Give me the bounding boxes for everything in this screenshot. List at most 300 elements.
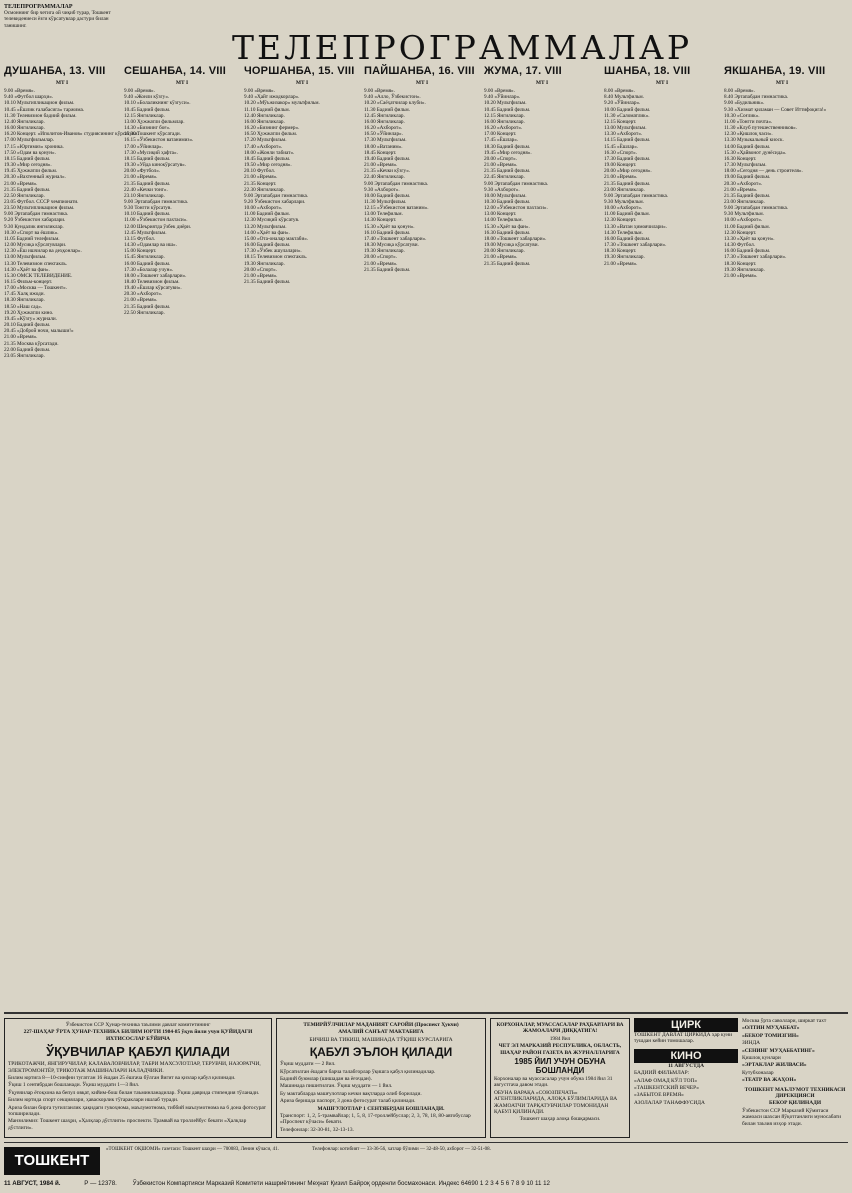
schedule-column — [4, 62, 139, 1006]
ad-school: 227-ШАҲАР ЎРТА ҲУНАР-ТЕХНИКА БИЛИМ ЮРТИ 1984-85 ўқув йили учун ҚУЙИДАГИ ИХТИСОСЛАР БЎЙИЧА — [23, 1029, 253, 1042]
kino-line: «ТАШКЕНТСКИЙ ВЕЧЕР» — [634, 1085, 699, 1092]
obituary: Ўзбекистон ССР Марказий Қўмитаси жамоаси шахсан йўқотганлиги муносабати билан таъзия изҳор этади. — [742, 1107, 842, 1127]
program-entry: 12.45 Мультфильм. — [124, 229, 167, 236]
circus-title: ЦИРК — [634, 1018, 738, 1032]
program-entry: 19.40 Бадиий фильм. — [364, 155, 411, 162]
program-entry: 8.00 «Время». — [724, 88, 755, 95]
program-entry: 18.50 «Наш сад». — [4, 303, 43, 310]
program-entry: 9.00 Эртапабдан гимнастика. — [244, 192, 309, 199]
program-entry: 10.00 «Ахборот». — [724, 217, 763, 224]
program-entry: 18.00 «Жонли табиат». — [244, 149, 295, 156]
program-entry: 10.45 «Ёшлик ғалабасига» таржима. — [4, 106, 85, 113]
ad-body-line: Ўқиш муддати — 2 йил. — [280, 1061, 336, 1068]
program-entry: 10.10 Мультипликацион фильм. — [4, 100, 75, 107]
program-entry: 11.00 Бадиий фильм. — [244, 211, 290, 218]
program-entry: 19.45 «Мир сегодня». — [484, 149, 532, 156]
program-entry: 15.00 Концерт. — [124, 248, 157, 255]
program-entry: 17.30 Мультфильм. — [724, 162, 767, 169]
issue-date: 11 АВГУСТ, 1984 й. — [4, 1180, 61, 1187]
footer-phones — [312, 1147, 848, 1153]
program-entry: 22.50 Янгиликлар. — [4, 192, 45, 199]
program-entry: 20.30 «Ахборот». — [724, 180, 763, 187]
ad-body-line: Бу мактабларда машғулотлар кечки вақтларда олиб борилади. — [280, 1090, 422, 1097]
program-entry: 9.00 «Время». — [484, 88, 515, 95]
program-entry: 21.00 «Время». — [484, 162, 518, 169]
program-entry: 20.00 «Спорт». — [484, 155, 518, 162]
page-title: ТЕЛЕПРОГРАММАЛАР — [232, 28, 693, 67]
schedule-column — [244, 62, 360, 1006]
program-entry: 11.00 «Ўзбекистон пахтаси». — [124, 217, 188, 224]
program-entry: 16.00 Янгиликлар. — [244, 118, 285, 125]
program-entry: 19.20 Ҳужжатли кино. — [4, 309, 54, 316]
ad-body-line: Бадиий буюмлар (шишадан ва ёғочдан). — [280, 1076, 372, 1083]
program-entry: 13.00 Телефильм. — [364, 211, 403, 218]
program-entry: 10.00 «Ахборот». — [604, 205, 643, 212]
program-entry: 9.00 Эртапабдан гимнастика. — [484, 180, 549, 187]
program-entry: 12.30 Мусиқий кўрсатув. — [244, 217, 300, 224]
program-entry: 9.30 «Ахборот». — [484, 186, 520, 193]
program-entry: 10.30 Бадиий фильм. — [484, 198, 531, 205]
program-entry: 17.30 «Тошкент хабарлари». — [604, 242, 667, 249]
program-entry: 13.00 Ҳужжатли фильмлар. — [124, 118, 185, 125]
ad-body-line: Билим юртида спорт секциялари, ҳаваскорлик тўгараклари ишлаб туради. — [8, 1097, 179, 1104]
program-entry: 13.30 «Ватан ҳимоячилари». — [604, 223, 667, 230]
program-entry: 8.40 Эртапабдан гимнастика. — [724, 94, 789, 101]
program-entry: 21.35 Бадиий фильм. — [244, 279, 291, 285]
program-entry: 21.00 «Время». — [4, 180, 38, 187]
program-entry: 17.00 «Ўйинлар». — [124, 143, 163, 150]
program-entry: 16.10 Бадиий фильм. — [364, 229, 411, 236]
program-entry: 23.50 Мультипликацион фильм. — [4, 205, 75, 212]
ad-sub: БИЧИШ ВА ТИКИШ, МАШИНАДА ТЎҚИШ КУРСЛАРИГА — [309, 1036, 453, 1043]
program-entry: 9.20 «Ўйинлар». — [604, 100, 641, 107]
program-entry: 21.35 Бадиий фильм. — [364, 266, 411, 273]
program-entry: 17.45 «Ёшлар». — [484, 137, 519, 144]
program-entry: 12.15 Концерт. — [604, 118, 637, 125]
ad-school: АМАЛИЙ САНЪАТ МАКТАБИГА — [338, 1029, 424, 1036]
program-entry: 21.00 «Время». — [4, 334, 38, 341]
program-entry: 16.00 Янгиликлар. — [484, 118, 525, 125]
issue-code: Р — 12378. — [84, 1180, 117, 1187]
program-entry: 16.00 Янгиликлар. — [4, 125, 45, 132]
program-entry: 22.50 Янгиликлар. — [124, 309, 165, 316]
circus-body: ТОШКЕНТ ДАВЛАТ ЦИРКИДА ҳар куни тушдан кейин томошалар. — [634, 1032, 732, 1045]
ad-headline: ҚАБУЛ ЭЪЛОН ҚИЛАДИ — [309, 1045, 453, 1060]
program-entry: 12.15 «Ўзбекистон ватаним». — [364, 205, 429, 212]
listing-line: Кутубхоналар — [742, 1069, 774, 1076]
program-entry: 14.30 Футбол. — [724, 242, 755, 249]
program-entry: 16.00 Бадиий фильм. — [724, 248, 771, 255]
program-entry: 15.45 «Ёшлар». — [604, 143, 639, 150]
program-entry: 15.30 «Ҳаёт ва қонун». — [364, 223, 415, 230]
program-entry: 17.40 «Тошкент хабарлари». — [364, 235, 427, 242]
ad-org: Ўзбекистон ССР Ҳунар-техника таълими давлат комитетининг — [65, 1022, 211, 1028]
program-entry: 10.30 «Соғлик». — [724, 112, 760, 119]
program-entry: 16.15 «Ўзбекистон ватанимиз». — [124, 137, 194, 144]
program-entry: 21.35 Бадиий фильм. — [124, 303, 171, 310]
schedule-column — [364, 62, 480, 1006]
program-entry: 9.00 «Время». — [364, 88, 395, 95]
notice: БЕКОР ҚИЛИНАДИ — [768, 1100, 822, 1107]
cinema-listings-ad — [742, 1018, 848, 1138]
program-entry: 11.05 Бадиий телефильм. — [4, 235, 60, 242]
program-entry: 21.00 «Время». — [244, 174, 278, 181]
channel-label: МТ I — [295, 80, 309, 86]
program-entry: 20.00 Янгиликлар. — [484, 248, 525, 255]
program-entry: 21.35 Бадиий фильм. — [604, 180, 651, 187]
program-entry: 9.40 «Жонли кўзгу». — [124, 94, 170, 101]
program-entry: 21.35 Бадиий фильм. — [4, 186, 51, 193]
program-entry: 16.20 Концерт. «Иполитов-Иванов» студиясининг кўрсатуви. — [4, 131, 139, 138]
program-entry: 18.30 Концерт. — [724, 260, 757, 267]
program-entry: 10.45 Бадиий фильм. — [124, 106, 171, 113]
program-entry: 19.30 Янгиликлар. — [604, 254, 645, 261]
ad-body-line: Корхоналар ва муассасалар учун обуна 1984 йил 31 августгача давом этади. — [494, 1076, 613, 1089]
kino-line: АЗОЛАЛАР ТАНАФФУСИДА — [634, 1099, 705, 1106]
schedule-column — [484, 62, 600, 1006]
day-heading: СЕШАНБА, 14. VIII — [124, 65, 227, 77]
program-entry: 9.00 «Время». — [244, 88, 275, 95]
program-entry: 17.00 Мультфильмлар. — [4, 137, 54, 144]
program-entry: 9.20 Ўзбекистон хабарлари. — [244, 198, 306, 205]
program-entry: 17.15 «Юртимиз» хроника. — [4, 143, 64, 150]
program-entry: 14.00 Телефильм. — [484, 217, 523, 224]
program-entry: 12.40 Янгиликлар. — [244, 112, 285, 119]
program-entry: 14.00 «Ҳаёт ва фан». — [244, 229, 290, 236]
program-entry: 12.40 Янгиликлар. — [4, 118, 45, 125]
masthead-intro — [4, 4, 114, 29]
program-entry: 16.15 Фильм-концерт. — [4, 279, 53, 285]
program-entry: 16.50 Ҳужжатли фильм. — [244, 131, 298, 138]
circus-kino-ad — [634, 1018, 738, 1138]
program-entry: 20.00 «Спорт». — [364, 254, 398, 261]
channel-label: МТ I — [415, 80, 429, 86]
masthead-intro-text: Осмоннинг бир четига ой чиқиб турар, Тошкент телевидениеси ёзги кўрсатувлар дастури билан танишинг. — [4, 10, 111, 29]
program-entry: 10.45 Бадиий фильм. — [484, 106, 531, 113]
program-entry: 12.45 Янгиликлар. — [364, 112, 405, 119]
program-entry: 21.00 «Время». — [124, 297, 158, 304]
ad-body-line: 1985 ЙИЛ УЧУН ОБУНА БОШЛАНДИ — [514, 1057, 606, 1076]
program-entry: 19.00 Концерт. — [604, 162, 637, 169]
section-divider — [4, 1012, 848, 1014]
kino-line: «АЛАФ ОМАД КЎЛ ТОП» — [634, 1077, 698, 1084]
program-entry: 13.00 Мультфильм. — [604, 125, 647, 132]
program-entry: 17.30 «Тошкент хабарлари». — [724, 254, 787, 261]
program-entry: 12.30 Концерт. — [724, 229, 757, 236]
program-entry: 20.00 «Спорт». — [244, 266, 278, 273]
program-entry: 17.45 Халқ ижоди. — [4, 291, 45, 298]
program-entry: 9.00 «Будильник». — [724, 100, 765, 107]
program-entry: 9.00 Эртапабдан гимнастика. — [4, 211, 69, 218]
program-entry: 23.00 Янгиликлар. — [724, 198, 765, 205]
program-entry: 22.40 Янгиликлар. — [364, 174, 405, 181]
program-entry: 12.15 Янгиликлар. — [124, 112, 165, 119]
program-entry: 20.45 «Доброй ночи, малыши!» — [4, 328, 74, 335]
program-entry: 8.00 «Время». — [604, 88, 635, 95]
program-entry: 21.00 «Время». — [604, 260, 638, 267]
program-entry: 18.00 «Тошкент хабарлари». — [484, 235, 547, 242]
ad-body-line: Тошкент шаҳар алоқа бошқармаси. — [519, 1116, 601, 1123]
program-entry: 12.00 Шеъриятда ўзбек диёри. — [124, 223, 192, 230]
kino-title: КИНО — [634, 1049, 738, 1063]
program-entry: 15.30 «Ҳайвонот дунёсида». — [724, 149, 787, 156]
program-entry: 15.30 «Ҳаёт ва фан». — [484, 223, 530, 230]
program-entry: 21.35 Бадиий фильм. — [484, 260, 531, 267]
program-entry: 19.45 «Кўзгу» журнали. — [4, 315, 57, 322]
program-entry: 14.15 Бадиий фильм. — [604, 137, 651, 144]
program-entry: 12.00 «Ўзбекистон пахтаси». — [484, 205, 548, 212]
program-entry: 21.35 Москва кўрсатади. — [4, 340, 59, 347]
program-entry: 18.00 «Тошкент хабарлари». — [124, 272, 187, 279]
program-entry: 16.00 Бадиий фильм. — [604, 235, 651, 242]
footer-address — [106, 1147, 306, 1153]
program-entry: 17.30 «Мусиқий ҳафта». — [124, 149, 178, 156]
program-entry: 21.00 «Время». — [364, 162, 398, 169]
program-entry: 14.30 «Одамлар ва иш». — [124, 242, 177, 249]
program-entry: 10.00 «Ахборот». — [244, 205, 283, 212]
ad-body-line: Телефонлар: 32-30-81, 32-13-13. — [280, 1126, 354, 1133]
program-entry: 18.30 Янгиликлар. — [4, 297, 45, 304]
ad-year: 1984 йил — [549, 1035, 571, 1042]
program-entry: 15.30 ОМСК ТЕЛЕВИДЕНИЕ. — [4, 272, 73, 279]
ad-body-line: Билим юртига 8—10-синфни тугатган 16 ёшдан 25 ёшгача бўлган йигит ва қизлар қабул қилинади. — [8, 1075, 236, 1082]
program-entry: 9.00 Эртапабдан гимнастика. — [604, 192, 669, 199]
day-heading: ДУШАНБА, 13. VIII — [4, 65, 106, 77]
day-heading: ПАЙШАНБА, 16. VIII — [364, 65, 475, 77]
program-entry: 19.30 «Мир сегодня». — [4, 162, 52, 169]
program-entry: 9.30 Мультфильм. — [604, 198, 644, 205]
program-entry: 10.10 Бадиий фильм. — [124, 211, 171, 218]
ad-body-line: Ўқиш 1 сентябрдан бошланади. Ўқиш муддати 1—3 йил. — [8, 1082, 140, 1089]
ad-headline: ЎҚУВЧИЛАР ҚАБУЛ ҚИЛАДИ — [46, 1044, 230, 1060]
listing-line: ЗИНДА — [742, 1040, 761, 1047]
program-entry: 10.20 «Мўъжизакор» мультфильм. — [244, 100, 320, 107]
program-entry: 9.00 Эртапабдан гимнастика. — [364, 180, 429, 187]
program-entry: 16.00 Бадиий фильм. — [124, 260, 171, 267]
program-entry: 21.00 «Время». — [604, 174, 638, 181]
program-entry: 9.00 Эртапабдан гимнастика. — [724, 205, 789, 212]
program-entry: 10.20 Мультфильм. — [484, 100, 527, 107]
listing-line: «ОЛТИН МУҲАББАТ» — [742, 1025, 800, 1032]
program-entry: 12.30 «Қишлоқ часи». — [724, 131, 773, 138]
program-entry: 9.30 Кундалик янгиликлар. — [4, 223, 64, 230]
program-entry: 21.35 Бадиий фильм. — [724, 192, 771, 199]
program-entry: 10.00 Бадиий фильм. — [604, 106, 651, 113]
channel-label: МТ I — [55, 80, 69, 86]
program-entry: 17.00 Концерт. — [484, 131, 517, 138]
program-entry: 13.30 Музыкальный киоск. — [724, 137, 784, 144]
program-entry: 9.00 «Время». — [4, 88, 35, 95]
program-entry: 8.40 Мультфильм. — [604, 94, 644, 101]
program-entry: 16.30 Бадиий фильм. — [484, 229, 531, 236]
program-entry: 20.10 Футбол. — [244, 168, 275, 175]
program-entry: 13.00 Мультфильм. — [4, 254, 47, 261]
program-entry: 17.30 Бадиий фильм. — [604, 155, 651, 162]
program-entry: 18.30 Концерт. — [604, 248, 637, 255]
publisher-info: Ўзбекистон Компартияси Марказий Комитети нашриётининг Меҳнат Қизил Байроқ орденли босмахонаси. Индекс 64690 1 2 3 4 5 6 7 8 9 10 11 12 — [132, 1180, 550, 1187]
listing-line: «ЭРТАКЛАР ЖИЛВАСИ» — [742, 1062, 807, 1069]
program-entry: 9.40 «Ўйинлар». — [484, 94, 521, 101]
program-entry: 13.30 Телевизион спектакль. — [4, 260, 68, 267]
program-entry: 16.20 «Ахборот». — [364, 125, 403, 132]
ad-body-line: ОБУНА ВАРАҚА «СОЮЗПЕЧАТЬ» АГЕНТЛИКЛАРИДА, АЛОҚА БЎЛИМЛАРИДА ВА ЖАМОАТЧИ ТАРҚАТУВЧИЛАР ТОМОНИДАН ҚАБУЛ ҚИЛИНАДИ. — [494, 1089, 618, 1116]
program-entry: 20.30 «Ахборот». — [124, 291, 163, 298]
ad-body-line: Ариза беришда паспорт, 3 дона фотосурат талаб қилинади. — [280, 1098, 416, 1105]
program-entry: 22.40 «Кечки тонг». — [124, 186, 168, 193]
program-entry: 11.30 Мультфильм. — [364, 198, 407, 205]
program-entry: 10.00 Мультфильм. — [484, 192, 527, 199]
program-entry: 18.45 Концерт. — [364, 149, 397, 156]
program-entry: 17.30 «Ўзбек ашулалари». — [244, 248, 302, 255]
footer-phones-line: Телефонлар: котибият — 33-36-56, хатлар бўлими — 32-48-50, ахборот — 32-51-08. — [312, 1147, 491, 1152]
program-entry: 16.50 «Ўйинлар». — [364, 131, 403, 138]
program-entry: 15.00 «Ота-оналар мактаби». — [244, 235, 309, 242]
program-entry: 17.00 «Москва — Тошкент». — [4, 285, 68, 292]
program-entry: 18.40 Телевизион фильм. — [124, 279, 180, 285]
program-entry: 21.00 «Время». — [124, 174, 158, 181]
footer-bottom — [4, 1180, 848, 1187]
program-entry: 23.05 Футбол. СССР чемпионати. — [4, 198, 79, 205]
ad-body-line: Машинада пишитилган. Ўқиш муддати — 1 йил. — [280, 1083, 393, 1090]
program-entry: 10.10 «Болаликнинг кўзгуси». — [124, 100, 191, 107]
program-entry: 21.35 Концерт. — [244, 180, 277, 187]
program-entry: 18.30 Мусиқа кўрсатуви. — [364, 242, 419, 249]
program-entry: 9.30 Тонгги кўрсатув. — [124, 205, 172, 212]
program-entry: 11.10 Бадиий фильм. — [244, 106, 290, 113]
day-heading: ШАНБА, 18. VIII — [604, 65, 691, 77]
day-heading: ЖУМА, 17. VIII — [484, 65, 562, 77]
program-entry: 21.00 «Время». — [724, 186, 758, 193]
program-entry: 22.45 Янгиликлар. — [484, 174, 525, 181]
ad-body-line: Ўқувчилар ётоқхона ва бепул овқат, кийим-бош билан таъминланадилар. Ўқиш даврида стипендия тўланади. — [8, 1089, 260, 1096]
footer-divider — [4, 1142, 848, 1143]
program-entry: 12.30 Концерт. — [604, 217, 637, 224]
program-entry: 19.00 Бадиий фильм. — [724, 174, 771, 181]
ad-body-line: Ариза билан бирга туғилганлик ҳақидаги гувоҳнома, маълумотнома, тиббий маълумотнома ва 6 дона фотосурат топширилади. — [8, 1104, 267, 1118]
program-entry: 9.30 Мультфильм. — [724, 211, 764, 218]
program-entry: 9.20 Ўзбекистон хабарлари. — [4, 217, 66, 224]
program-entry: 12.00 Мусиқа кўрсатувлари. — [4, 242, 67, 249]
program-entry: 18.15 Бадиий фильм. — [4, 155, 51, 162]
program-entry: 16.00 Янгиликлар. — [364, 118, 405, 125]
program-entry: 20.00 «Футбол». — [124, 168, 161, 175]
notice-title: ТОШКЕНТ МАЪЛУМОТ ТЕХНИКАСИ ДИРЕКЦИЯСИ — [744, 1086, 846, 1100]
program-entry: 10.30 «Спорт ва ёшлик». — [4, 229, 59, 236]
kino-line: БАДИИЙ ФИЛЬМЛАР: — [634, 1070, 690, 1077]
program-entry: 21.35 Бадиий фильм. — [484, 168, 531, 175]
program-entry: 14.30 Телефильм. — [604, 229, 643, 236]
program-entry: 13.20 Мультфильм. — [244, 223, 287, 230]
newspaper-logo: ТОШКЕНТ — [4, 1147, 100, 1175]
program-entry: 20.30 «Вахтенный журнал». — [4, 174, 66, 181]
program-entry: 9.30 «Ахборот». — [364, 186, 400, 193]
culture-palace-ad — [276, 1018, 486, 1138]
program-entry: 10.00 Бадиий фильм. — [364, 192, 411, 199]
program-entry: 22.00 Бадиий фильм. — [4, 346, 51, 353]
subscription-ad — [490, 1018, 630, 1138]
program-entry: 13.00 Концерт. — [484, 211, 517, 218]
program-entry: 9.40 «Алло, Ўзбекистон». — [364, 94, 421, 101]
program-entry: 19.30 Янгиликлар. — [364, 248, 405, 255]
program-entry: 20.00 «Мир сегодня». — [604, 168, 652, 175]
ad-org: ТЕМИРЙЎЛЧИЛАР МАДАНИЯТ САРОЙИ (Проспект Ҳукчи) — [303, 1022, 459, 1028]
schedule-column — [124, 62, 240, 1006]
program-entry: 17.40 «Ахборот». — [244, 143, 283, 150]
program-entry: 14.30 «Бизнинг боғ». — [124, 125, 171, 132]
program-entry: 17.20 Мультфильм. — [244, 137, 287, 144]
ad-body-line: Манзилимиз: Тошкент шаҳри, «Ҳалқлар дўстлиги» проспекти. Трамвай ва троллейбус бекати «Ҳалқлар дўстлиги». — [8, 1118, 247, 1131]
program-entry: 16.20 «Ахборот». — [484, 125, 523, 132]
ad-title: КОРХОНАЛАР, МУАССАСАЛАР РАҲБАРЛАРИ ВА ЖАМОАЛАРИ ДИҚҚАТИГА! — [496, 1022, 624, 1035]
program-entry: 19.30 «Уйда кинокўрсатув». — [124, 162, 187, 169]
program-entry: 15.45 Янгиликлар. — [124, 254, 165, 261]
program-entry: 22.30 Янгиликлар. — [244, 186, 285, 193]
masthead-small-title: ТЕЛЕПРОГРАММАЛАР — [4, 4, 73, 10]
program-entry: 17.30 «Болалар учун». — [124, 266, 174, 273]
day-heading: ЯКШАНБА, 19. VIII — [724, 65, 826, 77]
program-entry: 19.30 Янгиликлар. — [724, 266, 765, 273]
program-entry: 21.00 «Время». — [724, 272, 758, 279]
program-entry: 9.00 Эртапабдан гимнастика. — [124, 198, 189, 205]
day-heading: ЧОРШАНБА, 15. VIII — [244, 65, 355, 77]
program-entry: 23.10 Янгиликлар. — [124, 192, 165, 199]
program-entry: 18.00 «Ватаним». — [364, 143, 403, 150]
program-entry: 14.30 «Ҳаёт ва фан». — [4, 266, 50, 273]
ad-body-line: ТРИКОТАЖЧИ, ЯНГИРУЧИЛАР, КАЛАВАЛОВЧИЛАР, ТАБРИ МАХСУЛОТЛАР, ТЕРУВЧИ, НАЗОРАТЧИ, ЭЛЕКТРОМОНТЁР, ТРИКОТАЖ МАШИНАЛАРИ НАЛАДЧИКИ. — [8, 1061, 261, 1074]
program-entry: 11.30 «Саломатлик». — [604, 112, 650, 119]
kino-line: «ЗАБЫТОЕ ВРЕМЯ» — [634, 1092, 684, 1099]
program-entry: 18.15 Бадиий фильм. — [124, 155, 171, 162]
program-entry: 23.00 Янгиликлар. — [604, 186, 645, 193]
program-entry: 9.40 «Футбол шарҳи». — [4, 94, 54, 101]
listing-line: «ТЕАТР ВА ЖАҲОН» — [742, 1077, 797, 1084]
school-admission-ad — [4, 1018, 272, 1138]
schedule-column — [604, 62, 720, 1006]
listing-line: Москва ўрта саволлари, ширкат тахт — [742, 1018, 827, 1024]
program-entry: 12.15 Янгиликлар. — [484, 112, 525, 119]
program-entry: 9.40 «Ҳайт ижодкорлар». — [244, 94, 300, 101]
program-entry: 12.30 «Ёш ишчилар ва деҳқонлар». — [4, 248, 82, 255]
program-entry: 14.30 Концерт. — [364, 217, 397, 224]
program-entry: 13.30 «Ахборот». — [604, 131, 643, 138]
channel-label: МТ I — [535, 80, 549, 86]
channel-label: МТ I — [775, 80, 789, 86]
ad-body-line: МАШҒУЛОТЛАР 1 СЕНТЯБРДАН БОШЛАНАДИ. — [317, 1105, 445, 1112]
program-entry: 16.20 «Бизнинг фермер». — [244, 125, 300, 132]
listing-line: «СЕНИНГ МУҲАББАТИНГ» — [742, 1047, 815, 1054]
schedule-column — [724, 62, 840, 1006]
program-entry: 19.50 «Мир сегодня». — [244, 162, 292, 169]
program-entry: 21.00 «Время». — [244, 272, 278, 279]
kino-date: 11 АВГУСТДА — [667, 1062, 705, 1069]
program-entry: 21.35 Бадиий фильм. — [124, 180, 171, 187]
program-entry: 16.30 Концерт. — [724, 155, 757, 162]
program-entry: 18.15 Телевизион спектакль. — [244, 254, 308, 261]
program-entry: 10.20 «Саёҳатчилар клуби». — [364, 100, 426, 107]
program-entry: 17.30 Мультфильм. — [364, 137, 407, 144]
program-entry: 11.00 «Тонгги почта». — [724, 118, 773, 125]
program-entry: 11.00 Бадиий фильм. — [724, 223, 770, 230]
ad-body-line: ЧЕТ ЭЛ МАРКАЗИЙ РЕСПУБЛИКА, ОБЛАСТЬ, ШАҲАР РАЙОН ГАЗЕТА ВА ЖУРНАЛЛАРИГА — [498, 1043, 622, 1056]
program-entry: 18.45 Бадиий фильм. — [244, 155, 291, 162]
program-entry: 21.35 «Кечки кўзгу». — [364, 168, 411, 175]
footer-address-line: «ТОШКЕНТ ОҚШОМИ» газетаси: Тошкент шаҳри — 700083, Ленин кўчаси, 41. — [106, 1147, 279, 1152]
program-entry: 19.00 Мусиқа кўрсатуви. — [484, 242, 539, 249]
program-entry: 18.00 «Сегодня — день строителя». — [724, 168, 803, 175]
channel-label: МТ I — [655, 80, 669, 86]
program-entry: 14.00 Бадиий фильм. — [724, 143, 771, 150]
program-entry: 11.30 Бадиий фильм. — [364, 106, 410, 113]
